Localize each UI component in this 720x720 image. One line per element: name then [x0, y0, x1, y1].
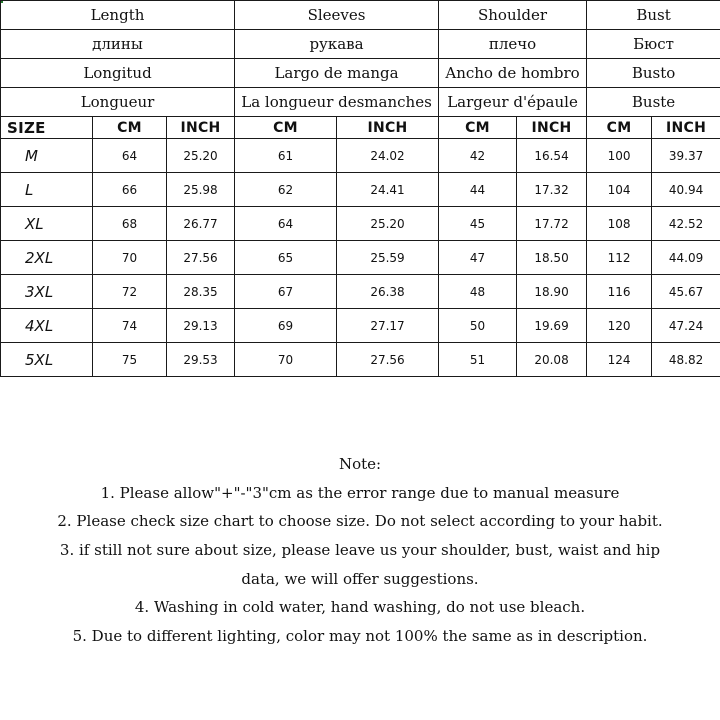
header-row-french: [1, 88, 720, 117]
sleeve-inch-header: INCH: [337, 117, 439, 139]
header-sleeves-ru: рукава: [235, 30, 439, 59]
measurement-cell: 61: [235, 139, 337, 173]
measurement-cell: 74: [93, 309, 167, 343]
measurement-cell: 18.50: [517, 241, 587, 275]
measurement-cell: 17.32: [517, 173, 587, 207]
measurement-cell: 39.37: [652, 139, 720, 173]
header-shoulder-es: Ancho de hombro: [439, 59, 587, 88]
measurement-cell: 70: [235, 343, 337, 377]
size-label: 3XL: [1, 275, 93, 309]
bust-cm-header: CM: [587, 117, 652, 139]
sleeve-cm-header: CM: [235, 117, 337, 139]
header-sleeves-en: Sleeves: [235, 1, 439, 30]
measurement-cell: 42: [439, 139, 517, 173]
measurement-cell: 17.72: [517, 207, 587, 241]
measurement-cell: 27.56: [167, 241, 235, 275]
header-bust-en: Bust: [587, 1, 720, 30]
measurement-cell: 25.20: [337, 207, 439, 241]
header-sleeves-fr: La longueur desmanches: [235, 88, 439, 117]
header-bust-ru: Бюст: [587, 30, 720, 59]
measurement-cell: 104: [587, 173, 652, 207]
measurement-cell: 47.24: [652, 309, 720, 343]
note-line: 1. Please allow"+"-"3"cm as the error range due to manual measure: [100, 483, 620, 502]
measurement-cell: 68: [93, 207, 167, 241]
shoulder-inch-header: INCH: [517, 117, 587, 139]
measurement-cell: 124: [587, 343, 652, 377]
measurement-cell: 70: [93, 241, 167, 275]
measurement-cell: 120: [587, 309, 652, 343]
measurement-cell: 50: [439, 309, 517, 343]
measurement-cell: 16.54: [517, 139, 587, 173]
measurement-cell: 28.35: [167, 275, 235, 309]
measurement-cell: 27.17: [337, 309, 439, 343]
measurement-cell: 66: [93, 173, 167, 207]
measurement-cell: 67: [235, 275, 337, 309]
header-shoulder-ru: плечо: [439, 30, 587, 59]
measurement-cell: 20.08: [517, 343, 587, 377]
size-rows: [1, 139, 720, 377]
measurement-cell: 51: [439, 343, 517, 377]
length-inch-header: INCH: [167, 117, 235, 139]
size-label: L: [1, 173, 93, 207]
bust-inch-header: INCH: [652, 117, 720, 139]
measurement-cell: 19.69: [517, 309, 587, 343]
size-column-header: SIZE: [1, 117, 93, 139]
size-label: 2XL: [1, 241, 93, 275]
size-label: XL: [1, 207, 93, 241]
header-bust-es: Busto: [587, 59, 720, 88]
measurement-cell: 42.52: [652, 207, 720, 241]
header-row-english: [1, 1, 720, 30]
notes-title: Note:: [338, 455, 382, 473]
size-row: [1, 207, 720, 241]
measurement-cell: 64: [93, 139, 167, 173]
measurement-cell: 64: [235, 207, 337, 241]
header-length-fr: Longueur: [1, 88, 235, 117]
measurement-cell: 18.90: [517, 275, 587, 309]
size-row: [1, 275, 720, 309]
header-sleeves-es: Largo de manga: [235, 59, 439, 88]
shoulder-cm-header: CM: [439, 117, 517, 139]
measurement-cell: 108: [587, 207, 652, 241]
measurement-cell: 62: [235, 173, 337, 207]
length-cm-header: CM: [93, 117, 167, 139]
note-line: 2. Please check size chart to choose size. Do not select according to your habit.: [57, 512, 663, 531]
unit-row: [1, 117, 720, 139]
measurement-cell: 75: [93, 343, 167, 377]
size-row: [1, 343, 720, 377]
measurement-cell: 69: [235, 309, 337, 343]
size-row: [1, 241, 720, 275]
header-length-en: Length: [1, 1, 235, 30]
measurement-cell: 72: [93, 275, 167, 309]
note-line: data, we will offer suggestions.: [241, 569, 479, 588]
header-length-ru: длины: [1, 30, 235, 59]
measurement-cell: 29.53: [167, 343, 235, 377]
header-length-es: Longitud: [1, 59, 235, 88]
header-shoulder-en: Shoulder: [439, 1, 587, 30]
measurement-cell: 25.59: [337, 241, 439, 275]
size-label: M: [1, 139, 93, 173]
measurement-cell: 27.56: [337, 343, 439, 377]
size-label: 4XL: [1, 309, 93, 343]
note-line: 4. Washing in cold water, hand washing, do not use bleach.: [134, 598, 586, 617]
measurement-cell: 25.98: [167, 173, 235, 207]
measurement-cell: 45.67: [652, 275, 720, 309]
measurement-cell: 29.13: [167, 309, 235, 343]
size-row: [1, 173, 720, 207]
size-row: [1, 309, 720, 343]
measurement-cell: 47: [439, 241, 517, 275]
measurement-cell: 116: [587, 275, 652, 309]
notes-section: [0, 450, 720, 651]
measurement-cell: 40.94: [652, 173, 720, 207]
size-label: 5XL: [1, 343, 93, 377]
header-row-spanish: [1, 59, 720, 88]
measurement-cell: 65: [235, 241, 337, 275]
measurement-cell: 48: [439, 275, 517, 309]
note-line: 5. Due to different lighting, color may not 100% the same as in description.: [72, 627, 648, 646]
size-row: [1, 139, 720, 173]
header-bust-fr: Buste: [587, 88, 720, 117]
measurement-cell: 112: [587, 241, 652, 275]
measurement-cell: 45: [439, 207, 517, 241]
header-row-russian: [1, 30, 720, 59]
measurement-cell: 26.38: [337, 275, 439, 309]
measurement-cell: 26.77: [167, 207, 235, 241]
measurement-cell: 44.09: [652, 241, 720, 275]
measurement-cell: 100: [587, 139, 652, 173]
measurement-cell: 25.20: [167, 139, 235, 173]
measurement-cell: 48.82: [652, 343, 720, 377]
header-shoulder-fr: Largeur d'épaule: [439, 88, 587, 117]
note-line: 3. if still not sure about size, please leave us your shoulder, bust, waist and hip: [59, 541, 661, 560]
measurement-cell: 24.02: [337, 139, 439, 173]
measurement-cell: 24.41: [337, 173, 439, 207]
measurement-cell: 44: [439, 173, 517, 207]
